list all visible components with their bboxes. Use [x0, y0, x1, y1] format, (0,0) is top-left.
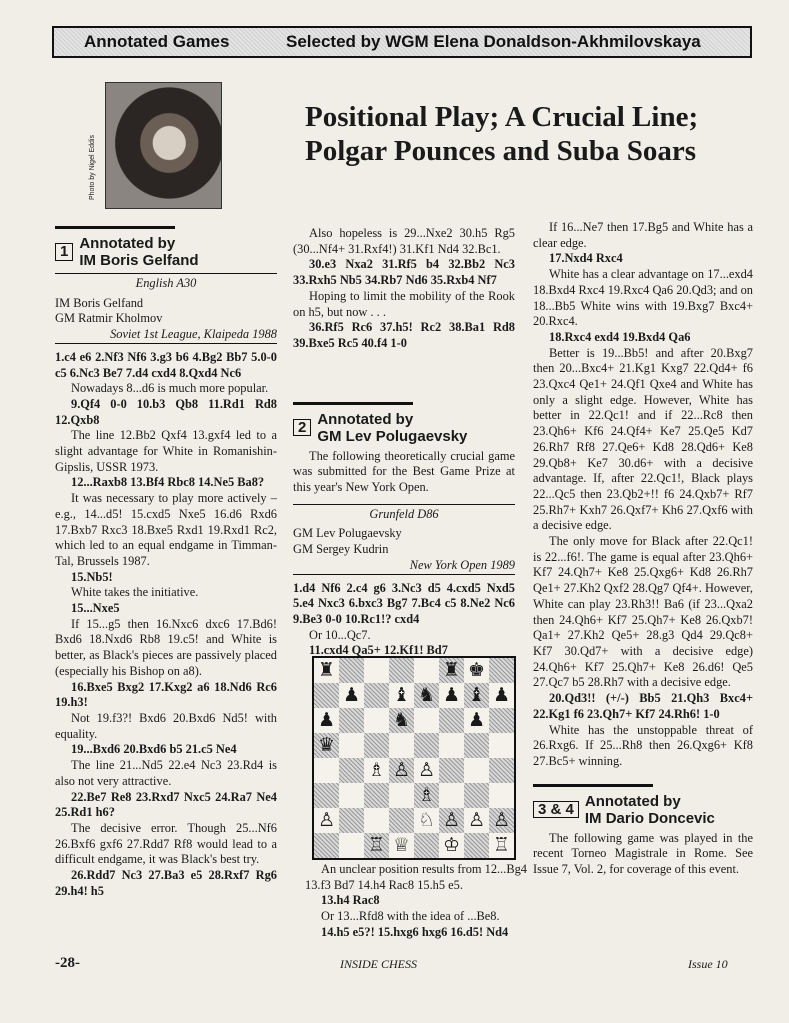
note: Hoping to limit the mobility of the Rook on h5, but now . . . — [293, 288, 515, 319]
game-number: 1 — [55, 243, 73, 261]
chess-piece-icon: ♞ — [392, 709, 411, 731]
page-number: -28- — [55, 955, 80, 971]
chess-piece-icon: ♕ — [392, 834, 411, 856]
chess-piece-icon: ♛ — [317, 734, 336, 756]
moves: 36.Rf5 Rc6 37.h5! Rc2 38.Ba1 Rd8 39.Bxe5 Rc5 40.f4 1-0 — [293, 320, 515, 350]
note: An unclear position results from 12...Bg4 13.f3 Bd7 14.h4 Rac8 15.h5 e5. — [305, 862, 527, 892]
square-h1 — [489, 833, 514, 858]
chess-piece-icon: ♙ — [317, 809, 336, 831]
square-h2 — [489, 808, 514, 833]
chess-piece-icon: ♝ — [392, 684, 411, 706]
note: Or 13...Rfd8 with the idea of ...Be8. — [321, 909, 500, 924]
note: The only move for Black after 22.Qc1! is 22...f6!. The game is equal after 23.Qh6+ Kf7 24.Qh7+ Ke8 25.Qxg6+ Kd8 26.Rh7 Qe1+ 27.Kh2 Qxf2 28.Qg7 Qf4+. However, White can play 23.Rh3!! Ba6 (if 23...Qxa2 then 24.Qh6+ Kf7 25.Qh7+ Ke8 26.Qxb7! Qa1+ 27.Kh2 Qe5+ 28.g3 Qd4 29.Qc8+ Kf7 30.Qd7+ with a decisive edge) 24.Qh6+ Kf7 25.Qh7+ Ke8 26.d6! Qe5 27.Qc7 b5 28.Rh7 with a decisive edge. — [533, 534, 753, 690]
moves: 18.Rxc4 exd4 19.Bxd4 Qa6 — [549, 329, 691, 344]
square-h3 — [489, 783, 514, 808]
opening-name: Grunfeld D86 — [369, 506, 439, 521]
square-d4 — [389, 758, 414, 783]
square-c4 — [364, 758, 389, 783]
black-player: GM Sergey Kudrin — [293, 542, 389, 557]
square-d1 — [389, 833, 414, 858]
square-e3 — [414, 783, 439, 808]
divider-rule — [293, 402, 413, 405]
moves: 15...Nxe5 — [71, 601, 120, 616]
square-e5 — [414, 733, 439, 758]
chess-piece-icon: ♙ — [492, 809, 511, 831]
moves: 13.h4 Rac8 — [321, 893, 380, 908]
square-f5 — [439, 733, 464, 758]
column-2-bottom — [305, 862, 527, 941]
square-d8 — [389, 658, 414, 683]
square-g6 — [464, 708, 489, 733]
column-1 — [55, 226, 277, 899]
square-b2 — [339, 808, 364, 833]
moves: 16.Bxe5 Bxg2 17.Kxg2 a6 18.Nd6 Rc6 19.h3! — [55, 679, 277, 710]
issue-number: Issue 10 — [688, 957, 728, 971]
square-a1 — [314, 833, 339, 858]
square-c5 — [364, 733, 389, 758]
square-d3 — [389, 783, 414, 808]
chess-piece-icon: ♔ — [442, 834, 461, 856]
column-3 — [533, 220, 753, 878]
square-a5 — [314, 733, 339, 758]
chess-diagram — [312, 656, 516, 860]
square-a4 — [314, 758, 339, 783]
annotator-name: GM Lev Polugaevsky — [317, 427, 468, 445]
chess-piece-icon: ♙ — [417, 759, 436, 781]
note: Better is 19...Bb5! and after 20.Bxg7 then 20...Bxc4+ 21.Kg1 Kxg7 22.Qd4+ f6 23.Qxc4 Qe1+ 24.Qf1 Qxe4 and White has only a slight edge. However, White has better in 22.Qc1! and if 22...Rc8 then 23.Qh6+ Kf6 24.Qf4+ Ke7 25.Qe5 Kd7 26.Rh7 Rf8 27.Qe6+ Kd8 28.Qd6+ Ke8 29.Qb8+ Ke7 30.d6+ with a decisive advantage. If, after 22.Qc1!, Black plays 22...Qc5 then 23.Qb2+!! f6 24.Qxb7+ Rf7 25.Rh7+ Kxh7 26.Qxf7+ Kh6 27.Qxf6 with a decisive edge. — [533, 345, 753, 533]
chess-piece-icon: ♗ — [367, 759, 386, 781]
square-e6 — [414, 708, 439, 733]
annotated-by-label: Annotated by — [79, 235, 176, 252]
chess-piece-icon: ♜ — [442, 659, 461, 681]
title-line-2: Polgar Pounces and Suba Soars — [305, 135, 697, 167]
chess-piece-icon: ♝ — [467, 684, 486, 706]
intro-note: The following game was played in the recent Torneo Magistrale in Rome. See Issue 7, Vol. 2, for coverage of this event. — [533, 830, 753, 877]
section-header-left: Annotated Games — [84, 32, 230, 51]
square-g5 — [464, 733, 489, 758]
chess-piece-icon: ♚ — [467, 659, 486, 681]
square-a8 — [314, 658, 339, 683]
note: Nowadays 8...d6 is much more popular. — [71, 381, 269, 396]
author-photo — [105, 82, 222, 209]
moves: 30.e3 Nxa2 31.Rf5 b4 32.Bb2 Nc3 33.Rxh5 Nb5 34.Rb7 Nd6 35.Rxb4 Nf7 — [293, 257, 515, 288]
note: The line 12.Bb2 Qxf4 13.gxf4 led to a slight advantage for White in Romanishin-Gipslis, USSR 1973. — [55, 428, 277, 474]
square-g7 — [464, 683, 489, 708]
square-h4 — [489, 758, 514, 783]
square-f3 — [439, 783, 464, 808]
square-f2 — [439, 808, 464, 833]
moves: 20.Qd3!! (+/-) Bb5 21.Qh3 Bxc4+ 22.Kg1 f6 23.Qh7+ Kf7 24.Rh6! 1-0 — [533, 691, 753, 721]
square-f4 — [439, 758, 464, 783]
square-e4 — [414, 758, 439, 783]
black-player: GM Ratmir Kholmov — [55, 311, 163, 326]
square-h6 — [489, 708, 514, 733]
square-b5 — [339, 733, 364, 758]
chess-piece-icon: ♙ — [392, 759, 411, 781]
moves: 1.c4 e6 2.Nf3 Nf6 3.g3 b6 4.Bg2 Bb7 5.0-0 c5 6.Nc3 Be7 7.d4 cxd4 8.Qxd4 Nc6 — [55, 349, 277, 380]
square-a3 — [314, 783, 339, 808]
chess-piece-icon: ♜ — [317, 659, 336, 681]
square-g4 — [464, 758, 489, 783]
square-b3 — [339, 783, 364, 808]
square-h8 — [489, 658, 514, 683]
magazine-name: INSIDE CHESS — [340, 957, 417, 971]
note: It was necessary to play more actively – e.g., 14...d5! 15.cxd5 Nxe5 16.d6 Rxd6 17.Bxb7 Rxc3 18.Bxe5 Rxd1 19.Rxd1 Rc2, which led to an equal endgame in Timman-Tal, Brussels 1987. — [55, 491, 277, 568]
note: White takes the initiative. — [71, 585, 199, 600]
chess-piece-icon: ♟ — [467, 709, 486, 731]
annotated-by-label: Annotated by — [317, 410, 414, 428]
annotator-name: IM Dario Doncevic — [584, 809, 715, 827]
note: If 15...g5 then 16.Nxc6 dxc6 17.Bd6! Bxd6 18.Nxd6 Rb8 19.c5! and White is better, as Black's pieces are passively placed (especially his Bishop on a8). — [55, 616, 277, 678]
chess-piece-icon: ♞ — [417, 684, 436, 706]
square-h5 — [489, 733, 514, 758]
square-b4 — [339, 758, 364, 783]
chess-piece-icon: ♙ — [467, 809, 486, 831]
square-a6 — [314, 708, 339, 733]
square-h7 — [489, 683, 514, 708]
chess-piece-icon: ♟ — [342, 684, 361, 706]
note: Also hopeless is 29...Nxe2 30.h5 Rg5 (30...Nf4+ 31.Rxf4!) 31.Kf1 Nd4 32.Bc1. — [293, 226, 515, 256]
square-f8 — [439, 658, 464, 683]
section-header-bar — [52, 26, 752, 58]
chess-piece-icon: ♖ — [367, 834, 386, 856]
divider-rule — [533, 784, 653, 787]
square-d5 — [389, 733, 414, 758]
divider-line — [293, 504, 515, 505]
game-2-header — [293, 411, 515, 445]
moves: 22.Be7 Re8 23.Rxd7 Nxc5 24.Ra7 Ne4 25.Rd1 h6? — [55, 789, 277, 820]
note: White has a clear advantage on 17...exd4 18.Bxd4 Rxc4 19.Rxc4 Qa6 20.Qd3; and on 18...Bb5 White wins with 19.Bxg7 Bxc4+ 20.Rxc4. — [533, 267, 753, 329]
square-g8 — [464, 658, 489, 683]
square-c7 — [364, 683, 389, 708]
square-c6 — [364, 708, 389, 733]
event-name: New York Open 1989 — [293, 558, 515, 575]
chess-piece-icon: ♟ — [492, 684, 511, 706]
note: The decisive error. Though 25...Nf6 26.Bxf6 gxf6 27.Rdd7 Rf8 would lead to a difficult endgame, it was Black's best try. — [55, 820, 277, 867]
moves: 1.d4 Nf6 2.c4 g6 3.Nc3 d5 4.cxd5 Nxd5 5.e4 Nxc3 6.bxc3 Bg7 7.Bc4 c5 8.Ne2 Nc6 9.Be3 0-0 10.Rc1!? cxd4 — [293, 580, 515, 626]
annotator-name: IM Boris Gelfand — [79, 252, 199, 269]
white-player: IM Boris Gelfand — [55, 295, 144, 310]
white-player: GM Lev Polugaevsky — [293, 526, 402, 541]
square-d6 — [389, 708, 414, 733]
square-e1 — [414, 833, 439, 858]
note: Not 19.f3?! Bxd6 20.Bxd6 Nd5! with equality. — [55, 710, 277, 741]
square-c8 — [364, 658, 389, 683]
moves: 26.Rdd7 Nc3 27.Ba3 e5 28.Rxf7 Rg6 29.h4! h5 — [55, 868, 277, 898]
moves: 14.h5 e5?! 15.hxg6 hxg6 16.d5! Nd4 — [321, 924, 509, 939]
square-f7 — [439, 683, 464, 708]
game-number: 3 & 4 — [533, 801, 579, 819]
chess-piece-icon: ♗ — [417, 784, 436, 806]
square-b8 — [339, 658, 364, 683]
moves: 17.Nxd4 Rxc4 — [549, 251, 623, 266]
square-b1 — [339, 833, 364, 858]
chess-piece-icon: ♟ — [442, 684, 461, 706]
moves: 19...Bxd6 20.Bxd6 b5 21.c5 Ne4 — [71, 742, 237, 757]
square-f6 — [439, 708, 464, 733]
square-f1 — [439, 833, 464, 858]
square-d7 — [389, 683, 414, 708]
square-c3 — [364, 783, 389, 808]
square-g1 — [464, 833, 489, 858]
note: Or 10...Qc7. — [309, 627, 371, 642]
moves: 9.Qf4 0-0 10.b3 Qb8 11.Rd1 Rd8 12.Qxb8 — [55, 396, 277, 427]
event-name: Soviet 1st League, Klaipeda 1988 — [55, 327, 277, 344]
square-c2 — [364, 808, 389, 833]
divider-line — [55, 273, 277, 274]
square-b6 — [339, 708, 364, 733]
page-title — [305, 100, 745, 168]
square-a2 — [314, 808, 339, 833]
opening-name: English A30 — [135, 276, 197, 290]
game-3-4-header — [533, 793, 753, 827]
column-2 — [293, 226, 515, 659]
note: If 16...Ne7 then 17.Bg5 and White has a clear edge. — [533, 220, 753, 250]
square-g2 — [464, 808, 489, 833]
square-d2 — [389, 808, 414, 833]
chess-piece-icon: ♘ — [417, 809, 436, 831]
note: The line 21...Nd5 22.e4 Nc3 23.Rd4 is also not very attractive. — [55, 758, 277, 788]
game-number: 2 — [293, 419, 311, 437]
square-a7 — [314, 683, 339, 708]
square-e2 — [414, 808, 439, 833]
divider-rule — [55, 226, 175, 229]
square-e8 — [414, 658, 439, 683]
annotated-by-label: Annotated by — [584, 792, 681, 810]
square-g3 — [464, 783, 489, 808]
chess-piece-icon: ♙ — [442, 809, 461, 831]
moves: 12...Raxb8 13.Bf4 Rbc8 14.Ne5 Ba8? — [71, 475, 265, 490]
moves: 15.Nb5! — [71, 569, 113, 584]
moves: 11.cxd4 Qa5+ 12.Kf1! Bd7 — [309, 643, 448, 658]
photo-credit: Photo by Nigel Eddis — [89, 135, 96, 200]
square-e7 — [414, 683, 439, 708]
game-1-header — [55, 235, 277, 269]
chess-piece-icon: ♖ — [492, 834, 511, 856]
square-c1 — [364, 833, 389, 858]
title-line-1: Positional Play; A Crucial Line; — [305, 101, 699, 133]
intro-note: The following theoretically crucial game was submitted for the Best Game Prize at this year's New York Open. — [293, 448, 515, 495]
section-header-right: Selected by WGM Elena Donaldson-Akhmilovskaya — [286, 32, 701, 51]
square-b7 — [339, 683, 364, 708]
chess-piece-icon: ♟ — [317, 709, 336, 731]
note: White has the unstoppable threat of 26.Rxg6. If 25...Rh8 then 26.Qxg6+ Kf8 27.Bc5+ winning. — [533, 722, 753, 768]
